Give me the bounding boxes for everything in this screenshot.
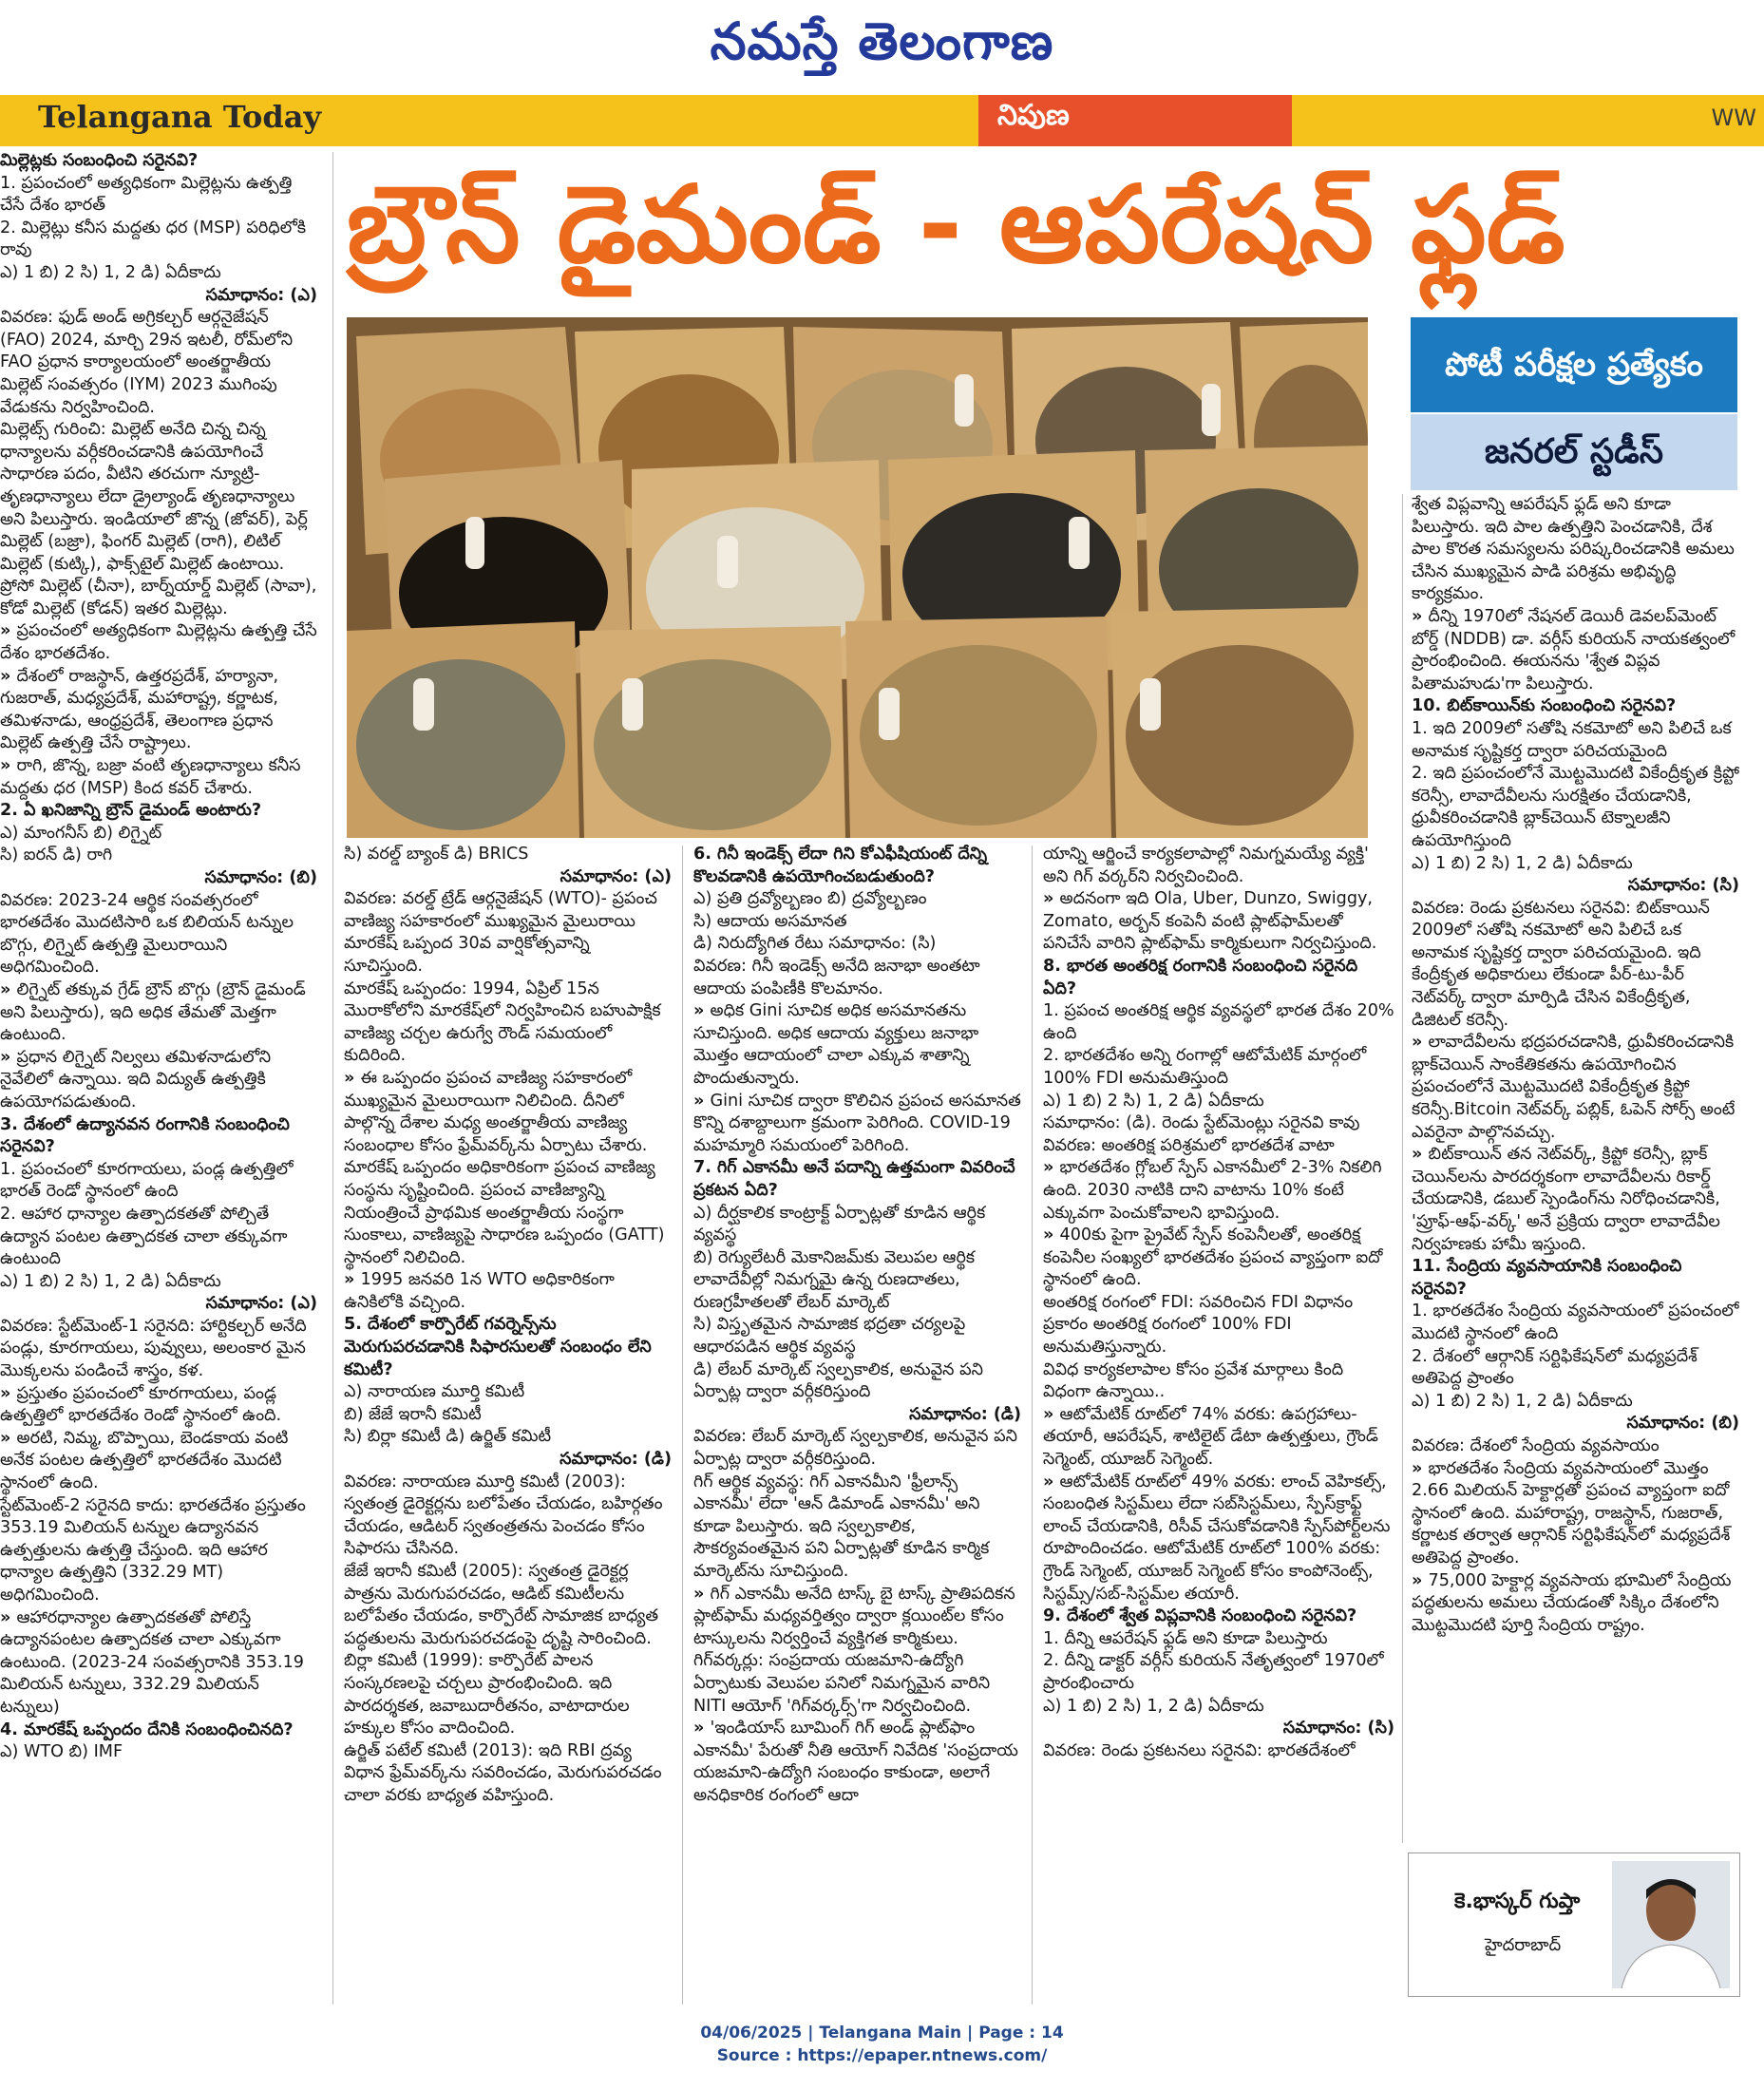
bullet-point: » ఈ ఒప్పందం ప్రపంచ వాణిజ్య సహకారంలో ముఖ్యమైన మైలురాయిగా నిలిచింది. దీనిలో పాల్గొన్న దేశాల మధ్య అంతర్జాతీయ వాణిజ్య సంబంధాల కోసం ఫ్రేమ్‌వర్క్‌ను ఏర్పాటు చేశారు. మారకేష్ ఒప్పందం అధికారికంగా ప్రపంచ వాణిజ్య సంస్థను సృష్టించింది. ప్రపంచ వాణిజ్యాన్ని నియంత్రించే ప్రాథమిక అంతర్జాతీయ సంస్థగా సుంకాలు, వాణిజ్యపై సాధారణ ఒప్పందం (GATT) స్థానంలో నిలిచింది. (344, 1068, 672, 1269)
bullet-point: » లిగ్నైట్ తక్కువ గ్రేడ్ బ్రౌన్ బొగ్గు (బ్రౌన్ డైమండ్ అని పిలుస్తారు), ఇది అధిక తేమతో మెత్తగా ఉంటుంది. (0, 979, 317, 1047)
bullet-point: » భారతదేశం సేంద్రియ వ్యవసాయంలో మొత్తం 2.66 మిలియన్ హెక్టార్లతో ప్రపంచ వ్యాప్తంగా ఐదో స్థానంలో ఉంది. మహారాష్ట్ర, రాజస్థాన్, గుజరాత్, కర్ణాటక తర్వాత ఆర్గానిక్ సర్టిఫికేషన్‌లో మధ్యప్రదేశ్ అతిపెద్ద ప్రాంతం. (1412, 1458, 1739, 1570)
question: 5. దేశంలో కార్పొరేట్ గవర్నెన్స్‌ను మెరుగుపరచడానికి సిఫారసులతో సంబంధం లేని కమిటీ? (344, 1315, 652, 1379)
masthead (0, 0, 1764, 95)
column-3 (693, 844, 1021, 2004)
question: 9. దేశంలో శ్వేత విప్లవానికి సంబంధించి సరైనవి? (1043, 1606, 1357, 1626)
bullet-point: » లావాదేవీలను భద్రపరచడానికి, ధ్రువీకరించడానికి బ్లాక్‌చెయిన్ సాంకేతికతను ఉపయోగించిన ప్రపంచంలోనే మొట్టమొదటి వికేంద్రీకృత క్రిప్టో కరెన్సీ.Bitcoin నెట్‌వర్క్ పబ్లిక్, ఓపెన్ సోర్స్ అంటే ఎవరైనా పాల్గొనవచ్చు. (1412, 1032, 1739, 1144)
paragraph: 2. మిల్లెట్లు కనీస మద్దతు ధర (MSP) పరిధిలోకి రావు (0, 218, 307, 260)
column-divider (682, 846, 683, 2004)
column-divider (1032, 846, 1033, 2004)
bullet-point: » 400కు పైగా ప్రైవేట్ స్పేస్ కంపెనీలతో, అంతరిక్ష కంపెనీల సంఖ్యలో భారతదేశం ప్రపంచ వ్యాప్తంగా ఐదో స్థానంలో ఉంది. (1043, 1225, 1394, 1292)
millet-photo-illustration (347, 317, 1368, 838)
answer: సమాధానం: (సి) (1282, 1719, 1394, 1738)
paragraph: డి) లేబర్ మార్కెట్ స్వల్పకాలిక, అనువైన పని ఏర్పాట్ల ద్వారా వర్గీకరిస్తుంది (693, 1359, 983, 1402)
column-2 (344, 844, 672, 2004)
page-footer (0, 2022, 1764, 2067)
question: 3. దేశంలో ఉద్యానవన రంగానికి సంబంధించి సరైనవి? (0, 1114, 290, 1157)
paragraph: ఎ) ప్రతి ద్రవ్యోల్బణం బి) ద్రవ్యోల్బణం (693, 889, 927, 909)
paragraph: 2. ఇది ప్రపంచంలోనే మొట్టమొదటి వికేంద్రీకృత క్రిప్టో కరెన్సీ, లావాదేవీలను సురక్షితం చేయడానికి, ధ్రువీకరించడానికి బ్లాక్‌చెయిన్ టెక్నాలజీని ఉపయోగిస్తుంది (1412, 764, 1739, 850)
paragraph: 2. దీన్ని డాక్టర్ వర్గీస్ కురియన్ నేతృత్వంలో 1970లో ప్రారంభించారు (1043, 1651, 1384, 1693)
bullet-point: » అధిక Gini సూచిక అధిక అసమానతను సూచిస్తుంది. అధిక ఆదాయ వ్యక్తులు జనాభా మొత్తం ఆదాయంలో చాలా ఎక్కువ శాతాన్ని పొందుతున్నారు. (693, 1000, 1021, 1090)
paragraph: 1. దీన్ని ఆపరేషన్ ఫ్లడ్ అని కూడా పిలుస్తారు (1043, 1628, 1328, 1648)
question: 11. సేంద్రియ వ్యవసాయానికి సంబంధించి సరైనవి? (1412, 1257, 1682, 1299)
bullet-point: » ప్రధాన లిగ్నైట్ నిల్వలు తమిళనాడులోని నైవేలిలో ఉన్నాయి. ఇది విద్యుత్ ఉత్పత్తికి ఉపయోగపడుతుంది. (0, 1047, 317, 1114)
answer: సమాధానం: (డి) (560, 1450, 672, 1470)
paragraph: ఎ) 1 బి) 2 సి) 1, 2 డి) ఏదీకాదు (0, 262, 221, 282)
paragraph: సి) ఐరన్ డి) రాగి (0, 846, 113, 865)
question: 10. బిట్‌కాయిన్‌కు సంబంధించి సరైనవి? (1412, 696, 1677, 716)
bullet-point: » గిగ్ ఎకానమీ అనేది టాస్క్ బై టాస్క్ ప్రాతిపదికన ప్లాట్‌ఫామ్ మధ్యవర్తిత్వం ద్వారా క్లయింట్‌ల కోసం టాస్కులను నిర్వర్తించే వ్యక్తిగత కార్మికులు. (693, 1584, 1021, 1651)
bullet-point: » ప్రస్తుతం ప్రపంచంలో కూరగాయలు, పండ్ల ఉత్పత్తిలో భారతదేశం రెండో స్థానంలో ఉంది. (0, 1383, 317, 1428)
paragraph: 1. ప్రపంచంలో కూరగాయలు, పండ్ల ఉత్పత్తిలో భారత్ రెండో స్థానంలో ఉంది (0, 1159, 294, 1202)
paragraph: వివరణ: లేబర్ మార్కెట్ స్వల్పకాలిక, అనువైన పని ఏర్పాట్ల ద్వారా వర్గీకరిస్తుంది. (693, 1427, 1017, 1470)
bullet-point: » 'ఇండియాస్ బూమింగ్ గిగ్ అండ్ ప్లాట్‌ఫాం ఎకానమీ' పేరుతో నీతి ఆయోగ్ నివేదిక 'సంప్రదాయ యజమాని-ఉద్యోగి సంబంధం కాకుండా, అలాగే అనధికారిక రంగంలో ఆదా (693, 1718, 1021, 1807)
millet-baskets-photo (347, 317, 1368, 838)
paragraph: సి) విస్తృతమైన సామాజిక భద్రతా చర్యలపై ఆధారపడిన ఆర్థిక వ్యవస్థ (693, 1315, 966, 1358)
answer: సమాధానం: (బి) (204, 868, 317, 887)
paragraph: 1. భారతదేశం సేంద్రియ వ్యవసాయంలో ప్రపంచంలో మొదటి స్థానంలో ఉంది (1412, 1302, 1739, 1343)
bullet-point: » అదనంగా ఇది Ola, Uber, Dunzo, Swiggy, Zomato, అర్బన్ కంపెనీ వంటి ప్లాట్‌ఫామ్‌లతో పనిచేసే వారిని ప్లాట్‌ఫామ్ కార్మికులుగా నిర్వచిస్తుంది. (1043, 888, 1394, 956)
masthead-title: నమస్తే తెలంగాణ (710, 11, 1054, 71)
paragraph: మిల్లెట్స్ గురించి: మిల్లెట్ అనేది చిన్న చిన్న ధాన్యాలను వర్గీకరించడానికి ఉపయోగించే సాధారణ పదం, వీటిని తరచుగా న్యూట్రి-తృణధాన్యాలు లేదా డ్రైల్యాండ్ తృణధాన్యాలు అని పిలుస్తారు. ఇండియాలో జొన్న (జోవర్), పెర్ల్ మిల్లెట్ (బజ్రా), ఫింగర్ మిల్లెట్ (రాగి), లిటిల్ మిల్లెట్ (కుట్కి), ఫాక్స్‌టైల్ మిల్లెట్ ఉంటాయి. ప్రోసో మిల్లెట్ (చీనా), బార్న్‌యార్డ్ మిల్లెట్ (సావా), కోడో మిల్లెట్ (కోడన్) ఇతర మిల్లెట్లు. (0, 420, 317, 618)
bullet-point: » దీన్ని 1970లో నేషనల్ డెయిరీ డెవలప్‌మెంట్ బోర్డ్ (NDDB) డా. వర్గీస్ కురియన్ నాయకత్వంలో ప్రారంభించింది. ఈయనను 'శ్వేత విప్లవ పితామహుడు'గా పిలుస్తారు. (1412, 606, 1739, 695)
section-label-secondary: జనరల్ స్టడీస్ (1411, 414, 1737, 490)
paragraph: ఎ) 1 బి) 2 సి) 1, 2 డి) ఏదీకాదు (1043, 1696, 1264, 1716)
paragraph: వివరణ: అంతరిక్ష పరిశ్రమలో భారతదేశ వాటా (1043, 1135, 1335, 1155)
banner-right-label: WW (1711, 104, 1756, 131)
section-banner (0, 95, 1764, 146)
bullet-point: » ఆటోమేటిక్ రూట్‌లో 74% వరకు: ఉపగ్రహాలు-తయారీ, ఆపరేషన్, శాటిలైట్ డేటా ఉత్పత్తులు, గ్రౌండ్ సెగ్మెంట్, యూజర్ సెగ్మెంట్. (1043, 1404, 1394, 1472)
answer: సమాధానం: (బి) (1626, 1414, 1739, 1434)
paragraph: వివరణ: ఫుడ్ అండ్ అగ్రికల్చర్ ఆర్గనైజేషన్ (FAO) 2024, మార్చి 29న ఇటలీ, రోమ్‌లోని FAO ప్రధాన కార్యాలయంలో అంతర్జాతీయ మిల్లెట్ సంవత్సరం (IYM) 2023 ముగింపు వేడుకను నిర్వహించింది. (0, 308, 294, 417)
section-label-box (1411, 317, 1737, 490)
column-divider (1402, 494, 1403, 1843)
answer: సమాధానం: (ఎ) (205, 1294, 317, 1314)
paragraph: 1. ప్రపంచంలో అత్యధికంగా మిల్లెట్లను ఉత్పత్తి చేసే దేశం భారత్ (0, 173, 293, 216)
paragraph: డి) నిరుద్యోగిత రేటు సమాధానం: (సి) (693, 934, 937, 954)
banner-center-label: నిపుణ (997, 99, 1070, 132)
paragraph: సి) ఆదాయ అసమానత (693, 911, 847, 931)
author-photo (1612, 1861, 1730, 1988)
question: మిల్లెట్లకు సంబంధించి సరైనవి? (0, 151, 199, 170)
bullet-point: » అరటి, నిమ్మ, బొప్పాయి, బెండకాయ వంటి అనేక పంటల ఉత్పత్తిలో భారతదేశం మొదటి స్థానంలో ఉంది. (0, 1428, 317, 1495)
column-4 (1043, 844, 1394, 2004)
bullet-point: » Gini సూచిక ద్వారా కొలిచిన ప్రపంచ అసమానత కొన్ని దశాబ్దాలుగా క్రమంగా పెరిగింది. COVID-19 మహమ్మారి సమయంలో పెరిగింది. (693, 1091, 1021, 1158)
question: 2. ఏ ఖనిజాన్ని బ్రౌన్ డైమండ్ అంటారు? (0, 801, 262, 821)
bullet-point: » దేశంలో రాజస్థాన్, ఉత్తరప్రదేశ్, హర్యానా, గుజరాత్, మధ్యప్రదేశ్, మహారాష్ట్ర, కర్ణాటక, తమిళనాడు, ఆంధ్రప్రదేశ్, తెలంగాణ ప్రధాన మిల్లెట్ ఉత్పత్తి చేసే రాష్ట్రాలు. (0, 666, 317, 755)
paragraph: 1. ప్రపంచ అంతరిక్ష ఆర్థిక వ్యవస్థలో భారత దేశం 20% ఉంది (1043, 1001, 1394, 1043)
paragraph: ఎ) మాంగనీస్ బి) లిగ్నైట్ (0, 823, 162, 843)
bullet-point: » 1995 జనవరి 1న WTO అధికారికంగా ఉనికిలోకి వచ్చింది. (344, 1269, 672, 1314)
bullet-point: » 75,000 హెక్టార్ల వ్యవసాయ భూమిలో సేంద్రియ పద్ధతులను అమలు చేయడంతో సిక్కిం దేశంలోని మొట్టమొదటి పూర్తి సేంద్రియ రాష్ట్రం. (1412, 1570, 1739, 1638)
bullet-point: » బిట్‌కాయిన్ తన నెట్‌వర్క్, క్రిప్టో కరెన్సీ, బ్లాక్ చెయిన్‌లను పారదర్శకంగా లావాదేవీలను రికార్డ్ చేయడానికి, డబుల్ స్పెండింగ్‌ను నిరోధించడానికి, 'ప్రూఫ్-ఆఫ్-వర్క్' అనే ప్రక్రియ ద్వారా లావాదేవీల నిర్వహణకు హామీ ఇస్తుంది. (1412, 1144, 1739, 1256)
footer-date-line: 04/06/2025 | Telangana Main | Page : 14 (700, 2024, 1064, 2042)
footer-source-line: Source : https://epaper.ntnews.com/ (716, 2046, 1048, 2065)
paragraph: ఎ) 1 బి) 2 సి) 1, 2 డి) ఏదీకాదు (0, 1271, 221, 1291)
headline: బ్రౌన్ డైమండ్ - ఆపరేషన్ ఫ్లడ్ (347, 163, 1565, 287)
paragraph: ఎ) 1 బి) 2 సి) 1, 2 డి) ఏదీకాదు (1043, 1091, 1264, 1111)
question: 4. మారకేష్ ఒప్పందం దేనికి సంబంధించినది? (0, 1720, 294, 1739)
paragraph: 2. భారతదేశం అన్ని రంగాల్లో ఆటోమేటిక్ మార్గంలో 100% FDI అనుమతిస్తుంది (1043, 1046, 1367, 1088)
answer: సమాధానం: (ఎ) (560, 866, 672, 886)
basket-row-bottom (347, 607, 1368, 838)
answer: సమాధానం: (ఎ) (205, 285, 317, 305)
paragraph: వివరణ: 2023-24 ఆర్థిక సంవత్సరంలో భారతదేశం మొదటిసారి ఒక బిలియన్ టన్నుల బొగ్గు, లిగ్నైట్ ఉత్పత్తి మైలురాయిని అధిగమించింది. (0, 890, 294, 978)
paragraph: వివరణ: స్టేట్‌మెంట్-1 సరైనది: హార్టికల్చర్ అనేది పండ్లు, కూరగాయలు, పువ్వులు, అలంకార మైన మొక్కలను పండించే శాస్త్రం, కళ. (0, 1316, 307, 1381)
paragraph: యాన్ని ఆర్జించే కార్యకలాపాల్లో నిమగ్నమయ్యే వ్యక్తి' అని గిగ్ వర్కర్‌ని నిర్వచించింది. (1043, 845, 1369, 886)
bullet-point: » రాగి, జొన్న, బజ్రా వంటి తృణధాన్యాలు కనీస మద్దతు ధర (MSP) కింద కవర్ చేశారు. (0, 755, 317, 800)
paragraph: వివరణ: గినీ ఇండెక్స్ అనేది జనాభా అంతటా ఆదాయ పంపిణీకి కొలమానం. (693, 956, 980, 998)
paragraph: స్టేట్‌మెంట్-2 సరైనది కాదు: భారతదేశం ప్రస్తుతం 353.19 మిలియన్ టన్నుల ఉద్యానవన ఉత్పత్తులను ఉత్పత్తి చేస్తుంది. ఇది ఆహార ధాన్యాల ఉత్పత్తిని (332.29 MT) అధిగమించింది. (0, 1495, 306, 1605)
paragraph: 2. దేశంలో ఆర్గానిక్ సర్టిఫికేషన్‌లో మధ్యప్రదేశ్ అతిపెద్ద ప్రాంతం (1412, 1346, 1698, 1389)
paragraph: వివరణ: రెండు ప్రకటనలు సరైనవి: భారతదేశంలో (1043, 1740, 1356, 1760)
column-1 (0, 150, 317, 2003)
column-5 (1412, 494, 1739, 1843)
paragraph: వివరణ: నారాయణ మూర్తి కమిటీ (2003): స్వతంత్ర డైరెక్టర్లను బలోపేతం చేయడం, బహిర్గతం చేయడం, ఆడిటర్ స్వతంత్రతను పెంచడం కోసం సిఫారసు చేసినది. (344, 1472, 663, 1559)
paragraph: ఎ) నారాయణ మూర్తి కమిటీ (344, 1382, 525, 1402)
author-box (1408, 1852, 1740, 1997)
paragraph: ఎ) దీర్ఘకాలిక కాంట్రాక్ట్ ఏర్పాట్లతో కూడిన ఆర్థిక వ్యవస్థ (693, 1203, 986, 1245)
paragraph: 2. ఆహార ధాన్యాల ఉత్పాదకతతో పోల్చితే ఉద్యాన పంటల ఉత్పాదకత చాలా తక్కువగా ఉంటుంది (0, 1204, 288, 1269)
bullet-point: » ప్రపంచంలో అత్యధికంగా మిల్లెట్లను ఉత్పత్తి చేసే దేశం భారతదేశం. (0, 620, 317, 665)
paragraph: ఎ) 1 బి) 2 సి) 1, 2 డి) ఏదీకాదు (1412, 1391, 1633, 1411)
paragraph: వివరణ: దేశంలో సేంద్రియ వ్యవసాయం (1412, 1435, 1660, 1455)
column-divider (332, 152, 333, 2004)
answer: సమాధానం: (సి) (1627, 876, 1739, 896)
paragraph: వివరణ: రెండు ప్రకటనలు సరైనవి: బిట్‌కాయిన్ 2009లో సతోషి నకమోటో అని పిలిచే ఒక అనామక సృష్టికర్త ద్వారా పరిచయమైంది. ఇది కేంద్రీకృత అధికారులు లేకుండా పీర్-టు-పీర్ నెట్‌వర్క్ ద్వారా మార్పిడి చేసిన వికేంద్రీకృత, డిజిటల్ కరెన్సీ. (1412, 898, 1710, 1030)
paragraph: వివిధ కార్యకలాపాల కోసం ప్రవేశ మార్గాలు కింది విధంగా ఉన్నాయి.. (1043, 1359, 1344, 1402)
paragraph: ఉర్జిత్ పటేల్ కమిటీ (2013): ఇది RBI ద్రవ్య విధాన ఫ్రేమ్‌వర్క్‌ను సవరించడం, మెరుగుపరచడం చాలా వరకు బాధ్యత వహిస్తుంది. (344, 1740, 662, 1805)
paragraph: బి) రెగ్యులేటరీ మెకానిజమ్‌కు వెలుపల ఆర్థిక లావాదేవీల్లో నిమగ్నమై ఉన్న రుణదాతలు, రుణగ్రహీతలతో లేబర్ మార్కెట్ (693, 1247, 976, 1312)
banner-left-label: Telangana Today (38, 99, 322, 135)
paragraph: ఎ) WTO బి) IMF (0, 1742, 123, 1762)
question: 6. గినీ ఇండెక్స్ లేదా గిని కోఎఫీషియంట్ దేన్ని కొలవడానికి ఉపయోగించబడుతుంది? (693, 845, 988, 886)
author-city: హైదరాబాద్ (1485, 1935, 1562, 1955)
paragraph: అంతరిక్ష రంగంలో FDI: సవరించిన FDI విధానం ప్రకారం అంతరిక్ష రంగంలో 100% FDI అనుమతిస్తున్నారు. (1043, 1292, 1354, 1358)
bullet-point: » ఆటోమేటిక్ రూట్‌లో 49% వరకు: లాంచ్ వెహికల్స్, సంబంధిత సిస్టమ్‌లు లేదా సబ్‌సిస్టమ్‌లు, స్పేస్‌క్రాఫ్ట్ లాంచ్ చేయడానికి, రిసీవ్ చేసుకోవడానికి స్పేస్‌పోర్ట్‌లను రూపొందించడం. ఆటోమేటిక్ రూట్‌లో 100% వరకు: గ్రౌండ్ సెగ్మెంట్, యూజర్ సెగ్మెంట్ కోసం కాంపోనెంట్స్, సిస్టమ్స్/సబ్-సిస్టమ్‌ల తయారీ. (1043, 1472, 1394, 1606)
author-name: కె.భాస్కర్ గుప్తా (1454, 1890, 1581, 1913)
answer: సమాధానం: (డి) (909, 1404, 1021, 1424)
paragraph: మారకేష్ ఒప్పందం: 1994, ఏప్రిల్ 15న మొరాకోలోని మారకేష్‌లో నిర్వహించిన బహుపాక్షిక వాణిజ్య చర్చల ఉరుగ్వే రౌండ్ సమయంలో కుదిరింది. (344, 978, 661, 1066)
banner-red-block (978, 95, 1292, 146)
question: 7. గిగ్ ఎకానమీ అనే పదాన్ని ఉత్తమంగా వివరించే ప్రకటన ఏది? (693, 1158, 1015, 1200)
paragraph: గిగ్‌వర్కర్లు: సంప్రదాయ యజమాని-ఉద్యోగి ఏర్పాటుకు వెలుపల పనిలో నిమగ్నమైన వారిని NITI ఆయోగ్ 'గిగ్‌వర్కర్స్'గా నిర్వచించింది. (693, 1651, 991, 1716)
paragraph: సి) వరల్డ్ బ్యాంక్ డి) BRICS (344, 845, 529, 864)
paragraph: జేజే ఇరానీ కమిటీ (2005): స్వతంత్ర డైరెక్టర్ల పాత్రను మెరుగుపరచడం, ఆడిట్ కమిటీలను బలోపేతం చేయడం, కార్పొరేట్ సామాజిక బాధ్యత పద్ధతులను మెరుగుపరచడంపై దృష్టి సారించింది. (344, 1562, 659, 1648)
paragraph: సమాధానం: (డి). రెండు స్టేట్‌మెంట్లు సరైనవి కావు (1043, 1113, 1360, 1133)
question: 8. భారత అంతరిక్ష రంగానికి సంబంధించి సరైనది ఏది? (1043, 956, 1358, 998)
paragraph: సి) బిర్లా కమిటీ డి) ఉర్జిత్ కమిటీ (344, 1427, 552, 1447)
paragraph: 1. ఇది 2009లో సతోషి నకమోటో అని పిలిచే ఒక అనామక సృష్టికర్త ద్వారా పరిచయమైంది (1412, 718, 1732, 761)
paragraph: ఎ) 1 బి) 2 సి) 1, 2 డి) ఏదీకాదు (1412, 853, 1633, 873)
bullet-point: » భారతదేశం గ్లోబల్ స్పేస్ ఎకానమీలో 2-3% నికలిగి ఉంది. 2030 నాటికి దాని వాటాను 10% కంటే ఎక్కువగా పెంచుకోవాలని భావిస్తుంది. (1043, 1157, 1394, 1225)
paragraph: శ్వేత విప్లవాన్ని ఆపరేషన్ ఫ్లడ్ అని కూడా పిలుస్తారు. ఇది పాల ఉత్పత్తిని పెంచడానికి, దేశ పాల కొరత సమస్యలను పరిష్కరించడానికి అమలు చేసిన ముఖ్యమైన పాడి పరిశ్రమ అభివృద్ధి కార్యక్రమం. (1412, 495, 1735, 604)
section-label-primary: పోటీ పరీక్షల ప్రత్యేకం (1411, 317, 1737, 412)
paragraph: గిగ్ ఆర్థిక వ్యవస్థ: గిగ్ ఎకానమీని 'ఫ్రీలాన్స్ ఎకానమీ' లేదా 'ఆన్ డిమాండ్ ఎకానమీ' అని కూడా పిలుస్తారు. ఇది స్వల్పకాలిక, సౌకర్యవంతమైన పని ఏర్పాట్లతో కూడిన కార్మిక మార్కెట్‌ను సూచిస్తుంది. (693, 1472, 990, 1581)
paragraph: బిర్లా కమిటీ (1999): కార్పొరేట్ పాలన సంస్కరణలపై చర్చలు ప్రారంభించింది. ఇది పారదర్శకత, జవాబుదారీతనం, వాటాదారుల హక్కుల కోసం వాదించింది. (344, 1651, 630, 1738)
paragraph: వివరణ: వరల్డ్ ట్రేడ్ ఆర్గనైజేషన్ (WTO)- ప్రపంచ వాణిజ్య సహకారంలో ముఖ్యమైన మైలురాయి మారకేష్ ఒప్పంద 30వ వార్షికోత్సవాన్ని సూచిస్తుంది. (344, 889, 657, 976)
paragraph: బి) జేజే ఇరానీ కమిటీ (344, 1404, 482, 1424)
bullet-point: » ఆహారధాన్యాల ఉత్పాదకతతో పోలిస్తే ఉద్యానపంటల ఉత్పాదకత చాలా ఎక్కువగా ఉంటుంది. (2023-24 సంవత్సరానికి 353.19 మిలియన్ టన్నులు, 332.29 మిలియన్ టన్నులు) (0, 1607, 317, 1720)
